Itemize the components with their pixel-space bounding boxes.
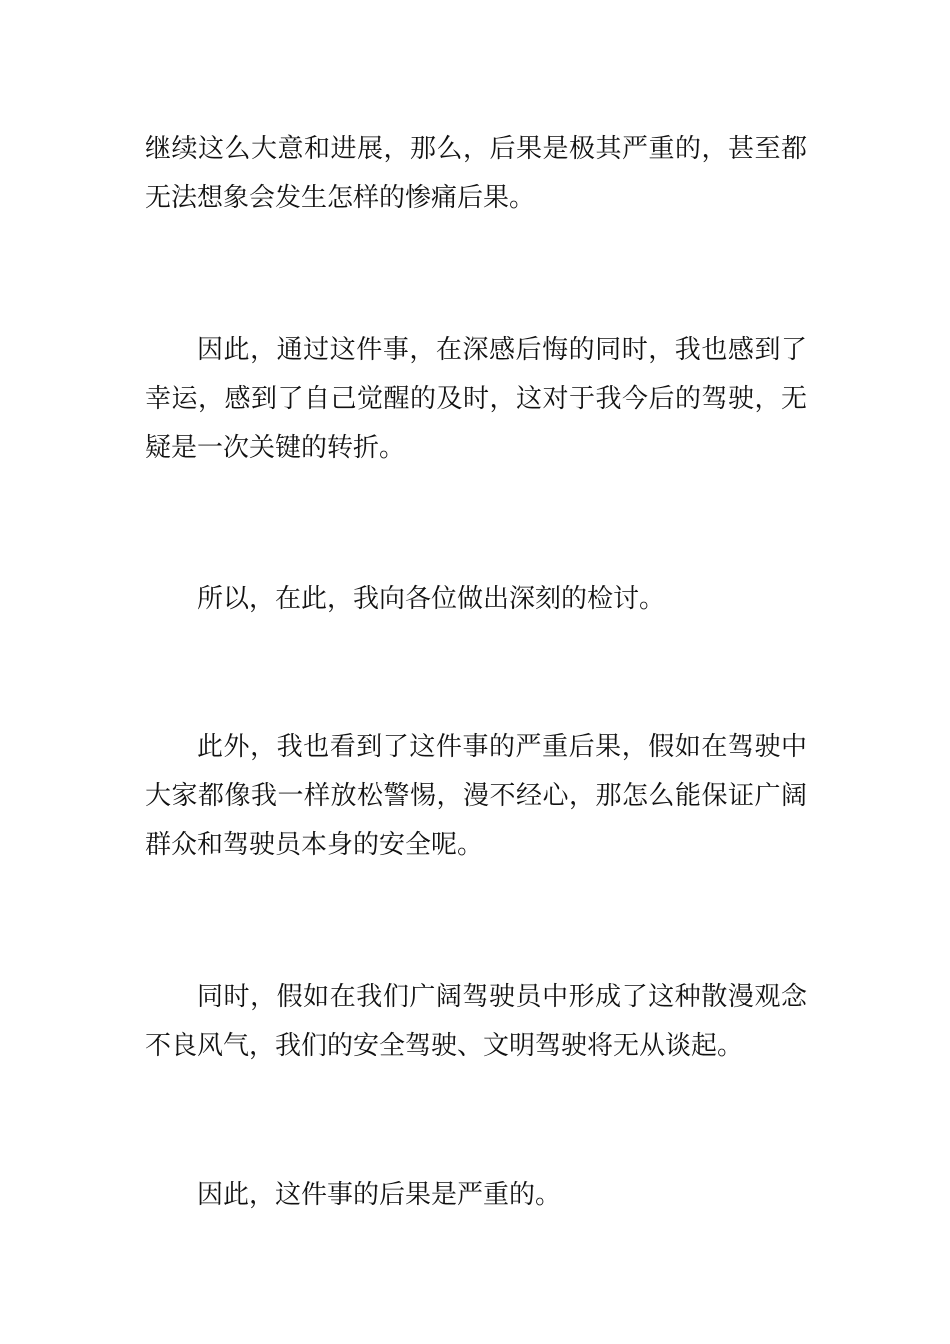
paragraph-apology: 所以，在此，我向各位做出深刻的检讨。 bbox=[197, 584, 666, 614]
paragraph-bad-atmosphere: 同时，假如在我们广阔驾驶员中形成了这种散漫观念不良风气，我们的安全驾驶、文明驾驶将无从谈起。 bbox=[145, 982, 807, 1061]
paragraph-conclusion: 因此，这件事的后果是严重的。 bbox=[197, 1180, 562, 1210]
paragraph-turning-point: 因此，通过这件事，在深感后悔的同时，我也感到了幸运，感到了自己觉醒的及时，这对于我今后的驾驶，无疑是一次关键的转折。 bbox=[145, 335, 807, 463]
paragraph-continuation: 继续这么大意和进展，那么，后果是极其严重的，甚至都无法想象会发生怎样的惨痛后果。 bbox=[145, 134, 807, 213]
paragraph-consequences: 此外，我也看到了这件事的严重后果，假如在驾驶中大家都像我一样放松警惕，漫不经心，那怎么能保证广阔群众和驾驶员本身的安全呢。 bbox=[145, 732, 807, 860]
